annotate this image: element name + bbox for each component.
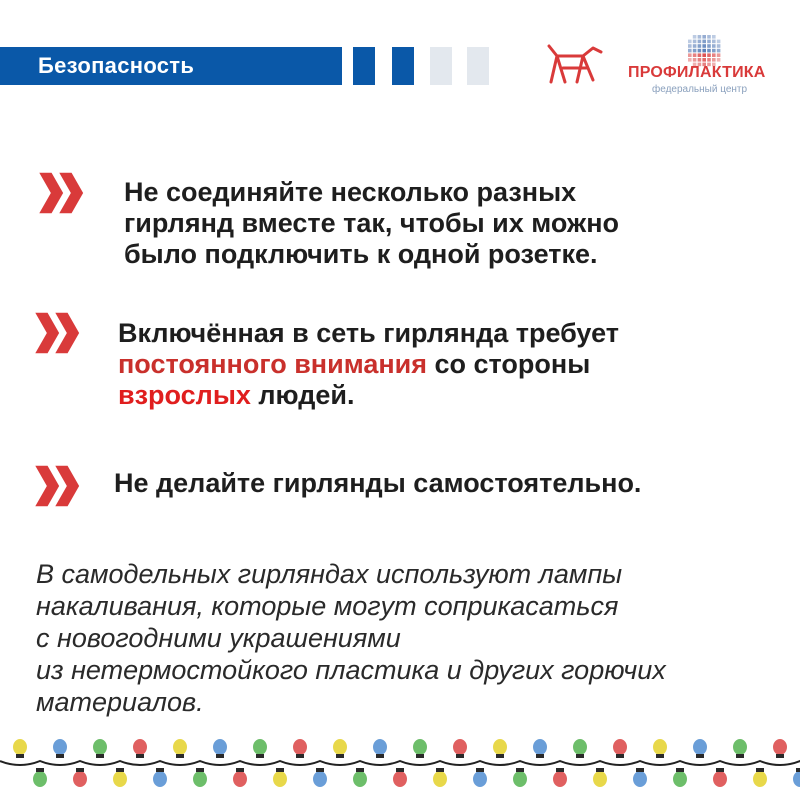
garland-bulb [313, 771, 327, 787]
garland-bulb-cap [296, 754, 304, 758]
logo-grid-cell [707, 44, 711, 48]
garland-bulb [393, 771, 407, 787]
garland-bulb [373, 739, 387, 755]
horse-logo-icon [543, 40, 605, 88]
garland-bulb [253, 739, 267, 755]
garland-bulb-cap [176, 754, 184, 758]
garland-bulb-cap [496, 754, 504, 758]
garland-bulb-cap [756, 768, 764, 772]
garland-bulb-cap [276, 768, 284, 772]
logo-subtitle: федеральный центр [652, 84, 748, 95]
logo-grid-cell [702, 44, 706, 48]
logo-grid-cell [702, 40, 706, 44]
tip-line: было подключить к одной розетке. [124, 239, 598, 269]
logo-grid-cell [688, 40, 692, 44]
garland-bulb-cap [336, 754, 344, 758]
note-line: накаливания, которые могут соприкасаться [36, 591, 619, 621]
tip-text [118, 318, 619, 411]
garland-bulb [353, 771, 367, 787]
garland-bulb [93, 739, 107, 755]
double-chevron-icon [32, 310, 84, 356]
garland-bulb-cap [516, 768, 524, 772]
logo-grid-cell [698, 49, 702, 53]
garland-bulb-cap [316, 768, 324, 772]
garland-bulb [693, 739, 707, 755]
garland-bulb [73, 771, 87, 787]
garland-bulb-cap [56, 754, 64, 758]
note-line: из нетермостойкого пластика и других горючих [36, 655, 666, 685]
garland-bulb [713, 771, 727, 787]
garland-bulb-cap [796, 768, 800, 772]
garland-bulb-cap [636, 768, 644, 772]
garland-bulb-cap [36, 768, 44, 772]
logo-grid-icon [686, 34, 722, 68]
garland-bulb-cap [236, 768, 244, 772]
garland-bulb-cap [736, 754, 744, 758]
header-stripe [392, 47, 414, 85]
garland-bulb-cap [476, 768, 484, 772]
garland-bulb [273, 771, 287, 787]
tip-line: Не соединяйте несколько разных [124, 177, 577, 207]
tip-line: Включённая в сеть гирлянда требует [118, 318, 619, 348]
tip-line: Не делайте гирлянды самостоятельно. [114, 468, 642, 498]
garland-bulb [293, 739, 307, 755]
garland-bulb-cap [96, 754, 104, 758]
tip-text [124, 177, 619, 270]
garland-bulb-cap [116, 768, 124, 772]
logo-grid-cell [712, 44, 716, 48]
garland-bulb [753, 771, 767, 787]
garland-wire [0, 761, 800, 765]
garland-bulb [673, 771, 687, 787]
garland-bulb [513, 771, 527, 787]
logo-grid-cell [707, 40, 711, 44]
logo-grid-cell [702, 49, 706, 53]
logo-grid-cell [693, 44, 697, 48]
garland-bulb-cap [216, 754, 224, 758]
garland-bulb-cap [416, 754, 424, 758]
garland-bulb [433, 771, 447, 787]
logo-grid-cell [717, 49, 721, 53]
garland-bulb [773, 739, 787, 755]
garland-bulb-cap [436, 768, 444, 772]
logo-grid-cell [688, 53, 692, 57]
garland-bulb [793, 771, 800, 787]
logo-grid-cell [693, 53, 697, 57]
logo-grid-cell [712, 40, 716, 44]
garland-bulb [113, 771, 127, 787]
page-title: Безопасность [38, 53, 195, 78]
garland-bulb [233, 771, 247, 787]
garland-bulb [33, 771, 47, 787]
highlight-text: взрослых [118, 380, 251, 410]
garland-bulb-cap [456, 754, 464, 758]
garland-bulb [333, 739, 347, 755]
note-text [36, 558, 786, 718]
logo-grid-cell [693, 40, 697, 44]
garland-bulb [133, 739, 147, 755]
garland-bulb-cap [596, 768, 604, 772]
garland-bulb [653, 739, 667, 755]
logo-grid-cell [698, 53, 702, 57]
logo-grid-cell [717, 53, 721, 57]
garland-bulb-cap [696, 754, 704, 758]
garland-bulb [633, 771, 647, 787]
garland-bulb-cap [556, 768, 564, 772]
garland-bulb [193, 771, 207, 787]
garland-bulb [613, 739, 627, 755]
garland-bulb-cap [196, 768, 204, 772]
tip-line [118, 349, 619, 380]
garland-bulb [573, 739, 587, 755]
logo-grid-cell [712, 49, 716, 53]
logo-grid-cell [707, 58, 711, 62]
logo-grid-cell [693, 49, 697, 53]
garland-bulb [473, 771, 487, 787]
header-stripe [353, 47, 375, 85]
logo-grid-cell [693, 58, 697, 62]
garland-bulb [213, 739, 227, 755]
garland-bulb-cap [656, 754, 664, 758]
logo-grid-cell [688, 44, 692, 48]
tip-text [114, 468, 641, 499]
logo-name: ПРОФИЛАКТИКА [628, 64, 766, 81]
garland-icon [0, 735, 800, 800]
highlight-text: постоянного внимания [118, 349, 428, 379]
logo-grid-cell [712, 53, 716, 57]
header-stripe [467, 47, 489, 85]
logo-grid-cell [712, 35, 716, 39]
logo-grid-cell [702, 58, 706, 62]
garland-bulb-cap [356, 768, 364, 772]
garland-bulb [153, 771, 167, 787]
logo-grid-cell [707, 53, 711, 57]
logo-grid-cell [717, 40, 721, 44]
note-line: В самодельных гирляндах используют лампы [36, 559, 623, 589]
garland-bulb-cap [256, 754, 264, 758]
logo-grid-cell [702, 35, 706, 39]
garland-bulb-cap [536, 754, 544, 758]
logo-grid-cell [707, 35, 711, 39]
garland-bulb-cap [16, 754, 24, 758]
header-stripe [430, 47, 452, 85]
tip-line: гирлянд вместе так, чтобы их можно [124, 208, 619, 238]
logo-grid-cell [717, 58, 721, 62]
tip-line [118, 380, 619, 411]
garland-bulb-cap [376, 754, 384, 758]
garland-bulb-cap [616, 754, 624, 758]
garland-bulb-cap [716, 768, 724, 772]
garland-bulb-cap [776, 754, 784, 758]
tip-line-rest: со стороны [427, 349, 591, 379]
note-line: материалов. [36, 687, 204, 717]
logo-grid-cell [717, 44, 721, 48]
garland-bulb [733, 739, 747, 755]
garland-bulb-cap [576, 754, 584, 758]
garland-bulb [53, 739, 67, 755]
garland-bulb [413, 739, 427, 755]
logo-grid-cell [707, 49, 711, 53]
logo-grid-cell [702, 53, 706, 57]
logo-grid-cell [698, 40, 702, 44]
tip-line-rest: людей. [250, 380, 355, 410]
garland-bulb [13, 739, 27, 755]
garland-bulb-cap [136, 754, 144, 758]
garland-bulb [453, 739, 467, 755]
logo-grid-cell [698, 35, 702, 39]
note-line: с новогодними украшениями [36, 623, 401, 653]
logo-grid-cell [698, 58, 702, 62]
double-chevron-icon [32, 463, 84, 509]
garland-bulb-cap [156, 768, 164, 772]
garland-bulb-cap [676, 768, 684, 772]
logo-grid-cell [688, 58, 692, 62]
double-chevron-icon [36, 170, 88, 216]
garland-bulb-cap [76, 768, 84, 772]
garland-bulb [173, 739, 187, 755]
logo-grid-cell [693, 35, 697, 39]
garland-bulb-cap [396, 768, 404, 772]
garland-bulb [593, 771, 607, 787]
garland-bulb [533, 739, 547, 755]
logo-grid-cell [688, 49, 692, 53]
logo-grid-cell [698, 44, 702, 48]
garland-bulb [553, 771, 567, 787]
logo-grid-cell [712, 58, 716, 62]
garland-bulb [493, 739, 507, 755]
